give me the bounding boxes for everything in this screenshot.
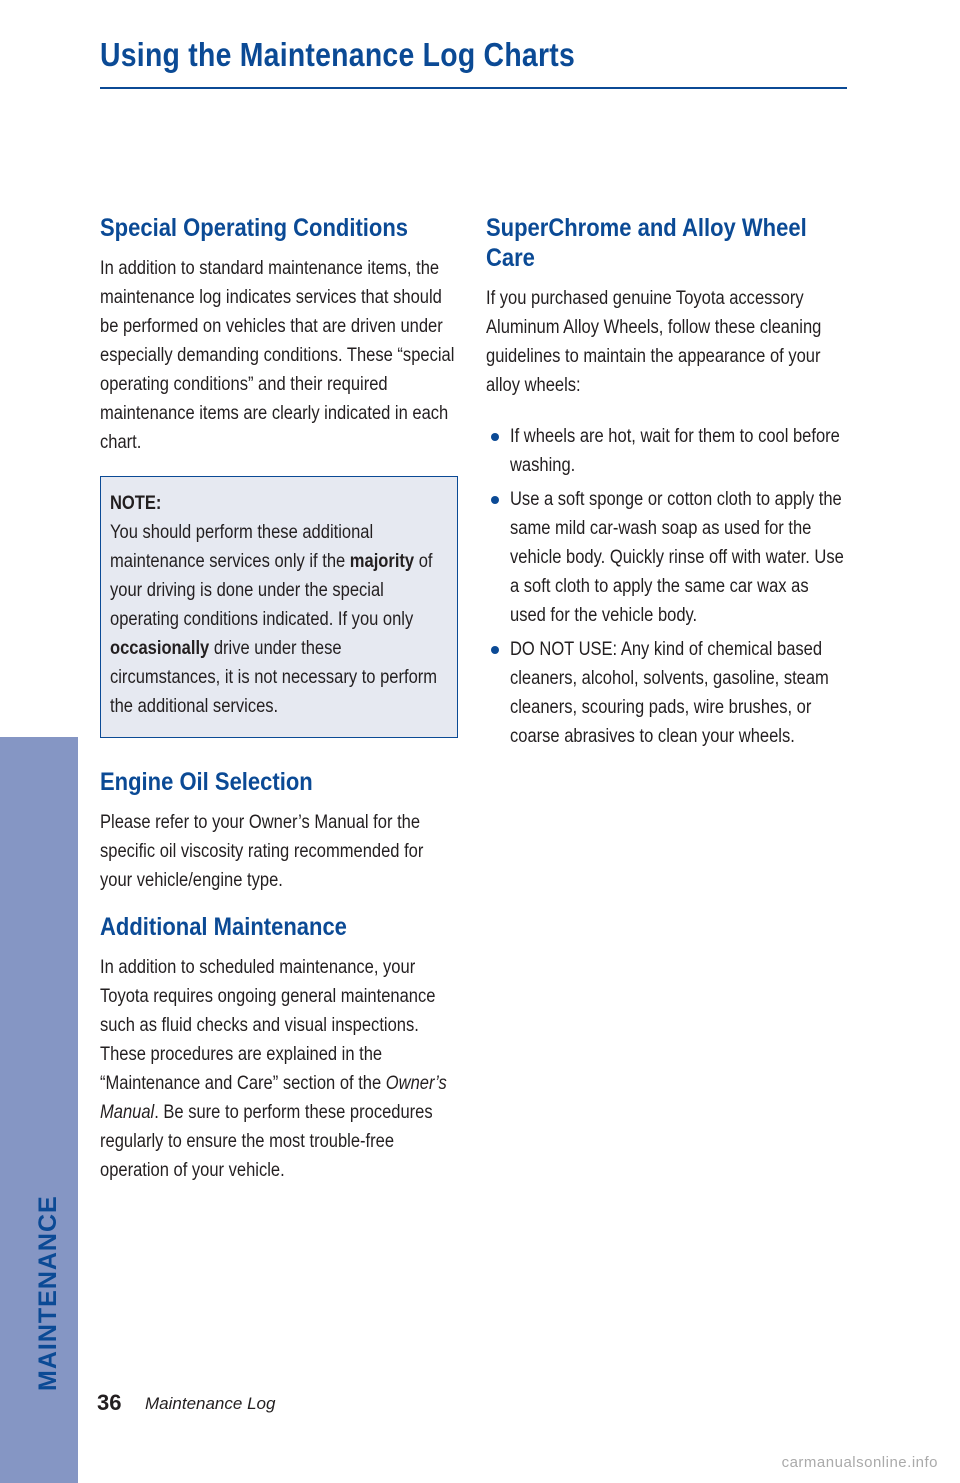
wheel-care-intro: If you purchased genuine Toyota accessory Aluminum Alloy Wheels, follow these cleaning guidelines to maintain the appearance of your alloy wheels: (486, 288, 822, 396)
note-label: NOTE: (110, 493, 162, 514)
watermark: carmanualsonline.info (781, 1454, 938, 1471)
list-item (486, 422, 848, 480)
list-item-text: If wheels are hot, wait for them to cool before washing. (510, 426, 840, 476)
additional-text-part-1: In addition to scheduled maintenance, your Toyota requires ongoing general maintenance such as fluid checks and visual inspections. These procedures are explained in the “Maintenance and Care” section of the (100, 957, 436, 1094)
note-text-part-2: of your driving is done under the special operating conditions indicated. If you only (110, 551, 433, 630)
bullet-icon (491, 496, 499, 504)
list-item-text: DO NOT USE: Any kind of chemical based cleaners, alcohol, solvents, gasoline, steam cleaners, scouring pads, wire brushes, or coarse abrasives to clean your wheels. (510, 639, 829, 747)
section-sidebar (0, 737, 78, 1483)
note-text (110, 518, 455, 721)
page-number: 36 (97, 1390, 122, 1415)
additional-maintenance-heading: Additional Maintenance (100, 913, 347, 941)
note-text-part-1: You should perform these additional maintenance services only if the (110, 522, 374, 572)
bullet-icon (491, 433, 499, 441)
right-column (486, 213, 848, 756)
page-title: Using the Maintenance Log Charts (100, 36, 576, 73)
list-item-text: Use a soft sponge or cotton cloth to apply the same mild car-wash soap as used for the vehicle body. Quickly rinse off with water. Use a soft cloth to apply the same car wax as used for the vehicle body. (510, 489, 844, 626)
note-text-part-3: drive under these circumstances, it is not necessary to perform the additional services. (110, 638, 438, 717)
sidebar-section-label: MAINTENANCE (34, 1195, 62, 1391)
note-box (100, 476, 458, 738)
footer-label: Maintenance Log (145, 1394, 276, 1413)
note-emphasis-majority: majority (349, 551, 415, 572)
wheel-care-heading: SuperChrome and Alloy Wheel Care (486, 214, 807, 272)
bullet-icon (491, 646, 499, 654)
special-conditions-heading: Special Operating Conditions (100, 214, 409, 242)
wheel-care-list (486, 422, 848, 751)
title-divider (100, 87, 847, 89)
owners-manual-reference: Owner’s Manual (100, 1073, 447, 1123)
list-item (486, 485, 848, 630)
left-column (100, 213, 458, 1185)
engine-oil-text: Please refer to your Owner’s Manual for the specific oil viscosity rating recommended for your vehicle/engine type. (100, 812, 424, 891)
additional-maintenance-text (100, 953, 458, 1185)
engine-oil-heading: Engine Oil Selection (100, 768, 313, 796)
note-emphasis-occasionally: occasionally (110, 638, 210, 659)
additional-text-part-2: . Be sure to perform these procedures regularly to ensure the most trouble-free operation of your vehicle. (100, 1102, 433, 1181)
list-item (486, 635, 848, 751)
special-conditions-text: In addition to standard maintenance items, the maintenance log indicates services that should be performed on vehicles that are driven under especially demanding conditions. These “special operating conditions” and their required maintenance items are clearly indicated in each chart. (100, 258, 455, 453)
